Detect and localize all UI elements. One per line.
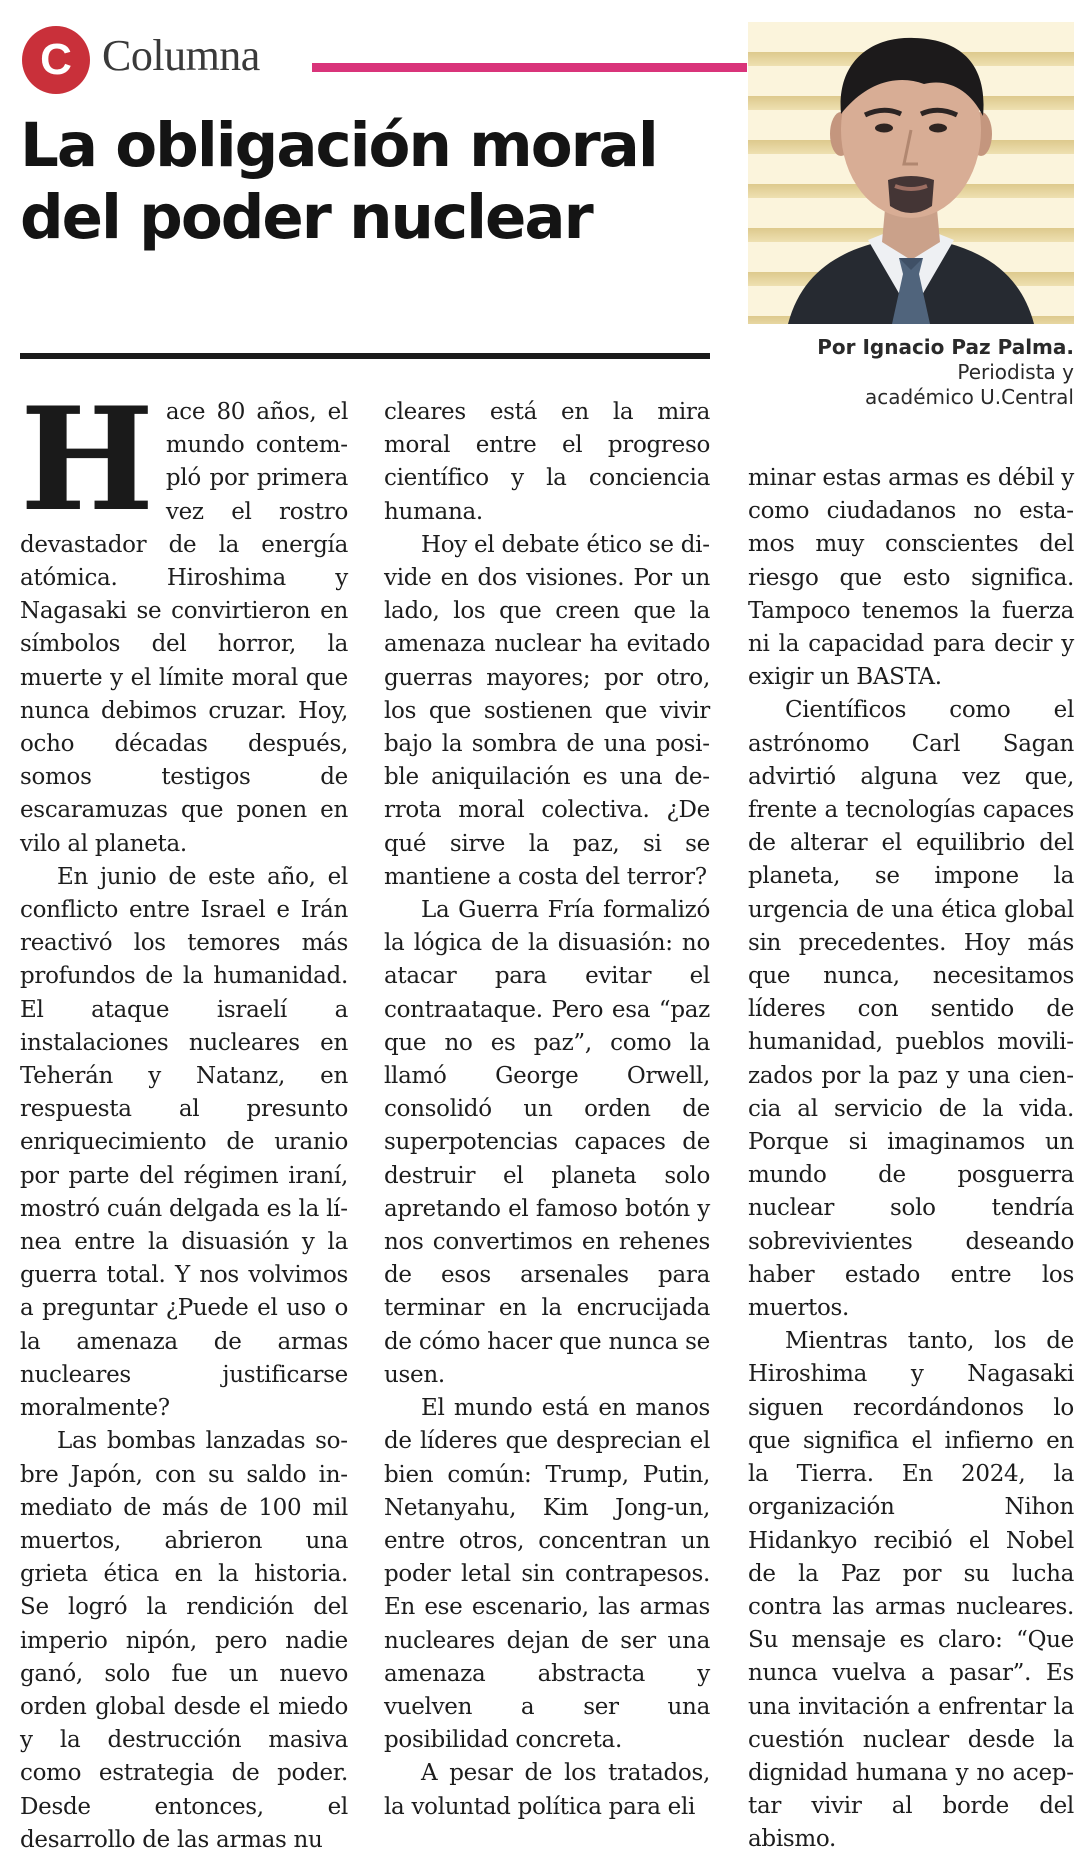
- paragraph: Científicos como el astrónomo Carl Sagan advirtió alguna vez que, frente a tecnologías capaces de alterar el equilibrio del planeta, se impone la urgencia de una ética global sin precedentes. Hoy más que nunca, necesitamos líderes con sentido de humanidad, pueblos movilizados por la paz y una ciencia al servicio de la vida. Porque si imaginamos un mundo de posguerra nuclear solo tendría sobrevivientes deseando haber estado entre los muertos.: [748, 697, 1074, 1322]
- paragraph-text: ace 80 años, el mundo contempló por primera vez el rostro devastador de la energía atómica. Hiroshima y Nagasaki se convirtieron en símbolos del horror, la muerte y el límite moral que nunca debimos cruzar. Hoy, ocho décadas después, somos testigos de escaramuzas que ponen en vilo al planeta.: [20, 399, 348, 857]
- article-column-1: [20, 377, 348, 1857]
- headline: La obligación moral del poder nuclear: [20, 110, 657, 253]
- author-portrait-illustration: [748, 22, 1074, 324]
- author-role-line-2: académico U.Central: [865, 385, 1074, 409]
- paragraph: A pesar de los tratados, la voluntad política para eli: [384, 1760, 710, 1820]
- article-column-3: [748, 462, 1074, 1857]
- paragraph: En junio de este año, el conflicto entre Israel e Irán reactivó los temores más profundos de la humanidad. El ataque israelí a instalaciones nucleares en Teherán y Natanz, en respuesta al presunto enriquecimiento de uranio por parte del régimen iraní, mostró cuán delgada es la línea entre la disuasión y la guerra total. Y nos volvimos a preguntar ¿Puede el uso o la amenaza de armas nucleares justificarse moralmente?: [20, 863, 348, 1422]
- byline: [748, 334, 1074, 410]
- section-accent-line: [312, 63, 747, 72]
- article-column-2: [384, 396, 710, 1824]
- headline-rule: [20, 353, 710, 359]
- paragraph: [20, 377, 348, 861]
- paragraph: minar estas armas es débil y como ciudadanos no estamos muy conscientes del riesgo que esto significa. Tampoco tenemos la fuerza ni la capacidad para decir y exigir un BASTA.: [748, 465, 1074, 691]
- author-name: Por Ignacio Paz Palma.: [817, 335, 1074, 359]
- paragraph: La Guerra Fría formalizó la lógica de la disuasión: no atacar para evitar el contraataque. Pero esa “paz que no es paz”, como la llamó George Orwell, consolidó un orden de superpotencias capaces de destruir el planeta solo apretando el famoso botón y nos convertimos en rehenes de esos arsenales para terminar en la encrucijada de cómo hacer que nunca se usen.: [384, 897, 710, 1388]
- section-label: Columna: [102, 31, 260, 80]
- paragraph: El mundo está en manos de líderes que desprecian el bien común: Trump, Putin, Netanyahu, Kim Jong-un, entre otros, concentran un poder letal sin contrapesos. En ese escenario, las armas nucleares dejan de ser una amenaza abstracta y vuelven a ser una posibilidad concreta.: [384, 1395, 710, 1754]
- paragraph: cleares está en la mira moral entre el progreso científico y la conciencia humana.: [384, 399, 710, 525]
- drop-cap: H: [20, 377, 154, 543]
- author-role-line-1: Periodista y: [957, 360, 1074, 384]
- author-photo: [748, 22, 1074, 324]
- paragraph: Hoy el debate ético se divide en dos visiones. Por un lado, los que creen que la amenaza nuclear ha evitado guerras mayores; por otro, los que sostienen que vivir bajo la sombra de una posible aniquilación es una derrota moral colectiva. ¿De qué sirve la paz, si se mantiene a costa del terror?: [384, 531, 710, 890]
- paragraph: Mientras tanto, los de Hiroshima y Nagasaki siguen recordándonos lo que significa el infierno en la Tierra. En 2024, la organización Nihon Hidankyo recibió el Nobel de la Paz por su lucha contra las armas nucleares. Su mensaje es claro: “Que nunca vuelva a pasar”. Es una invitación a enfrentar la cuestión nuclear desde la dignidad humana y no aceptar vivir al borde del abismo.: [748, 1328, 1074, 1853]
- section-logo: C: [22, 26, 90, 94]
- paragraph: Las bombas lanzadas sobre Japón, con su saldo inmediato de más de 100 mil muertos, abrieron una grieta ética en la historia. Se logró la rendición del imperio nipón, pero nadie ganó, solo fue un nuevo orden global desde el miedo y la destrucción masiva como estrategia de poder. Desde entonces, el desarrollo de las armas nu: [20, 1428, 348, 1853]
